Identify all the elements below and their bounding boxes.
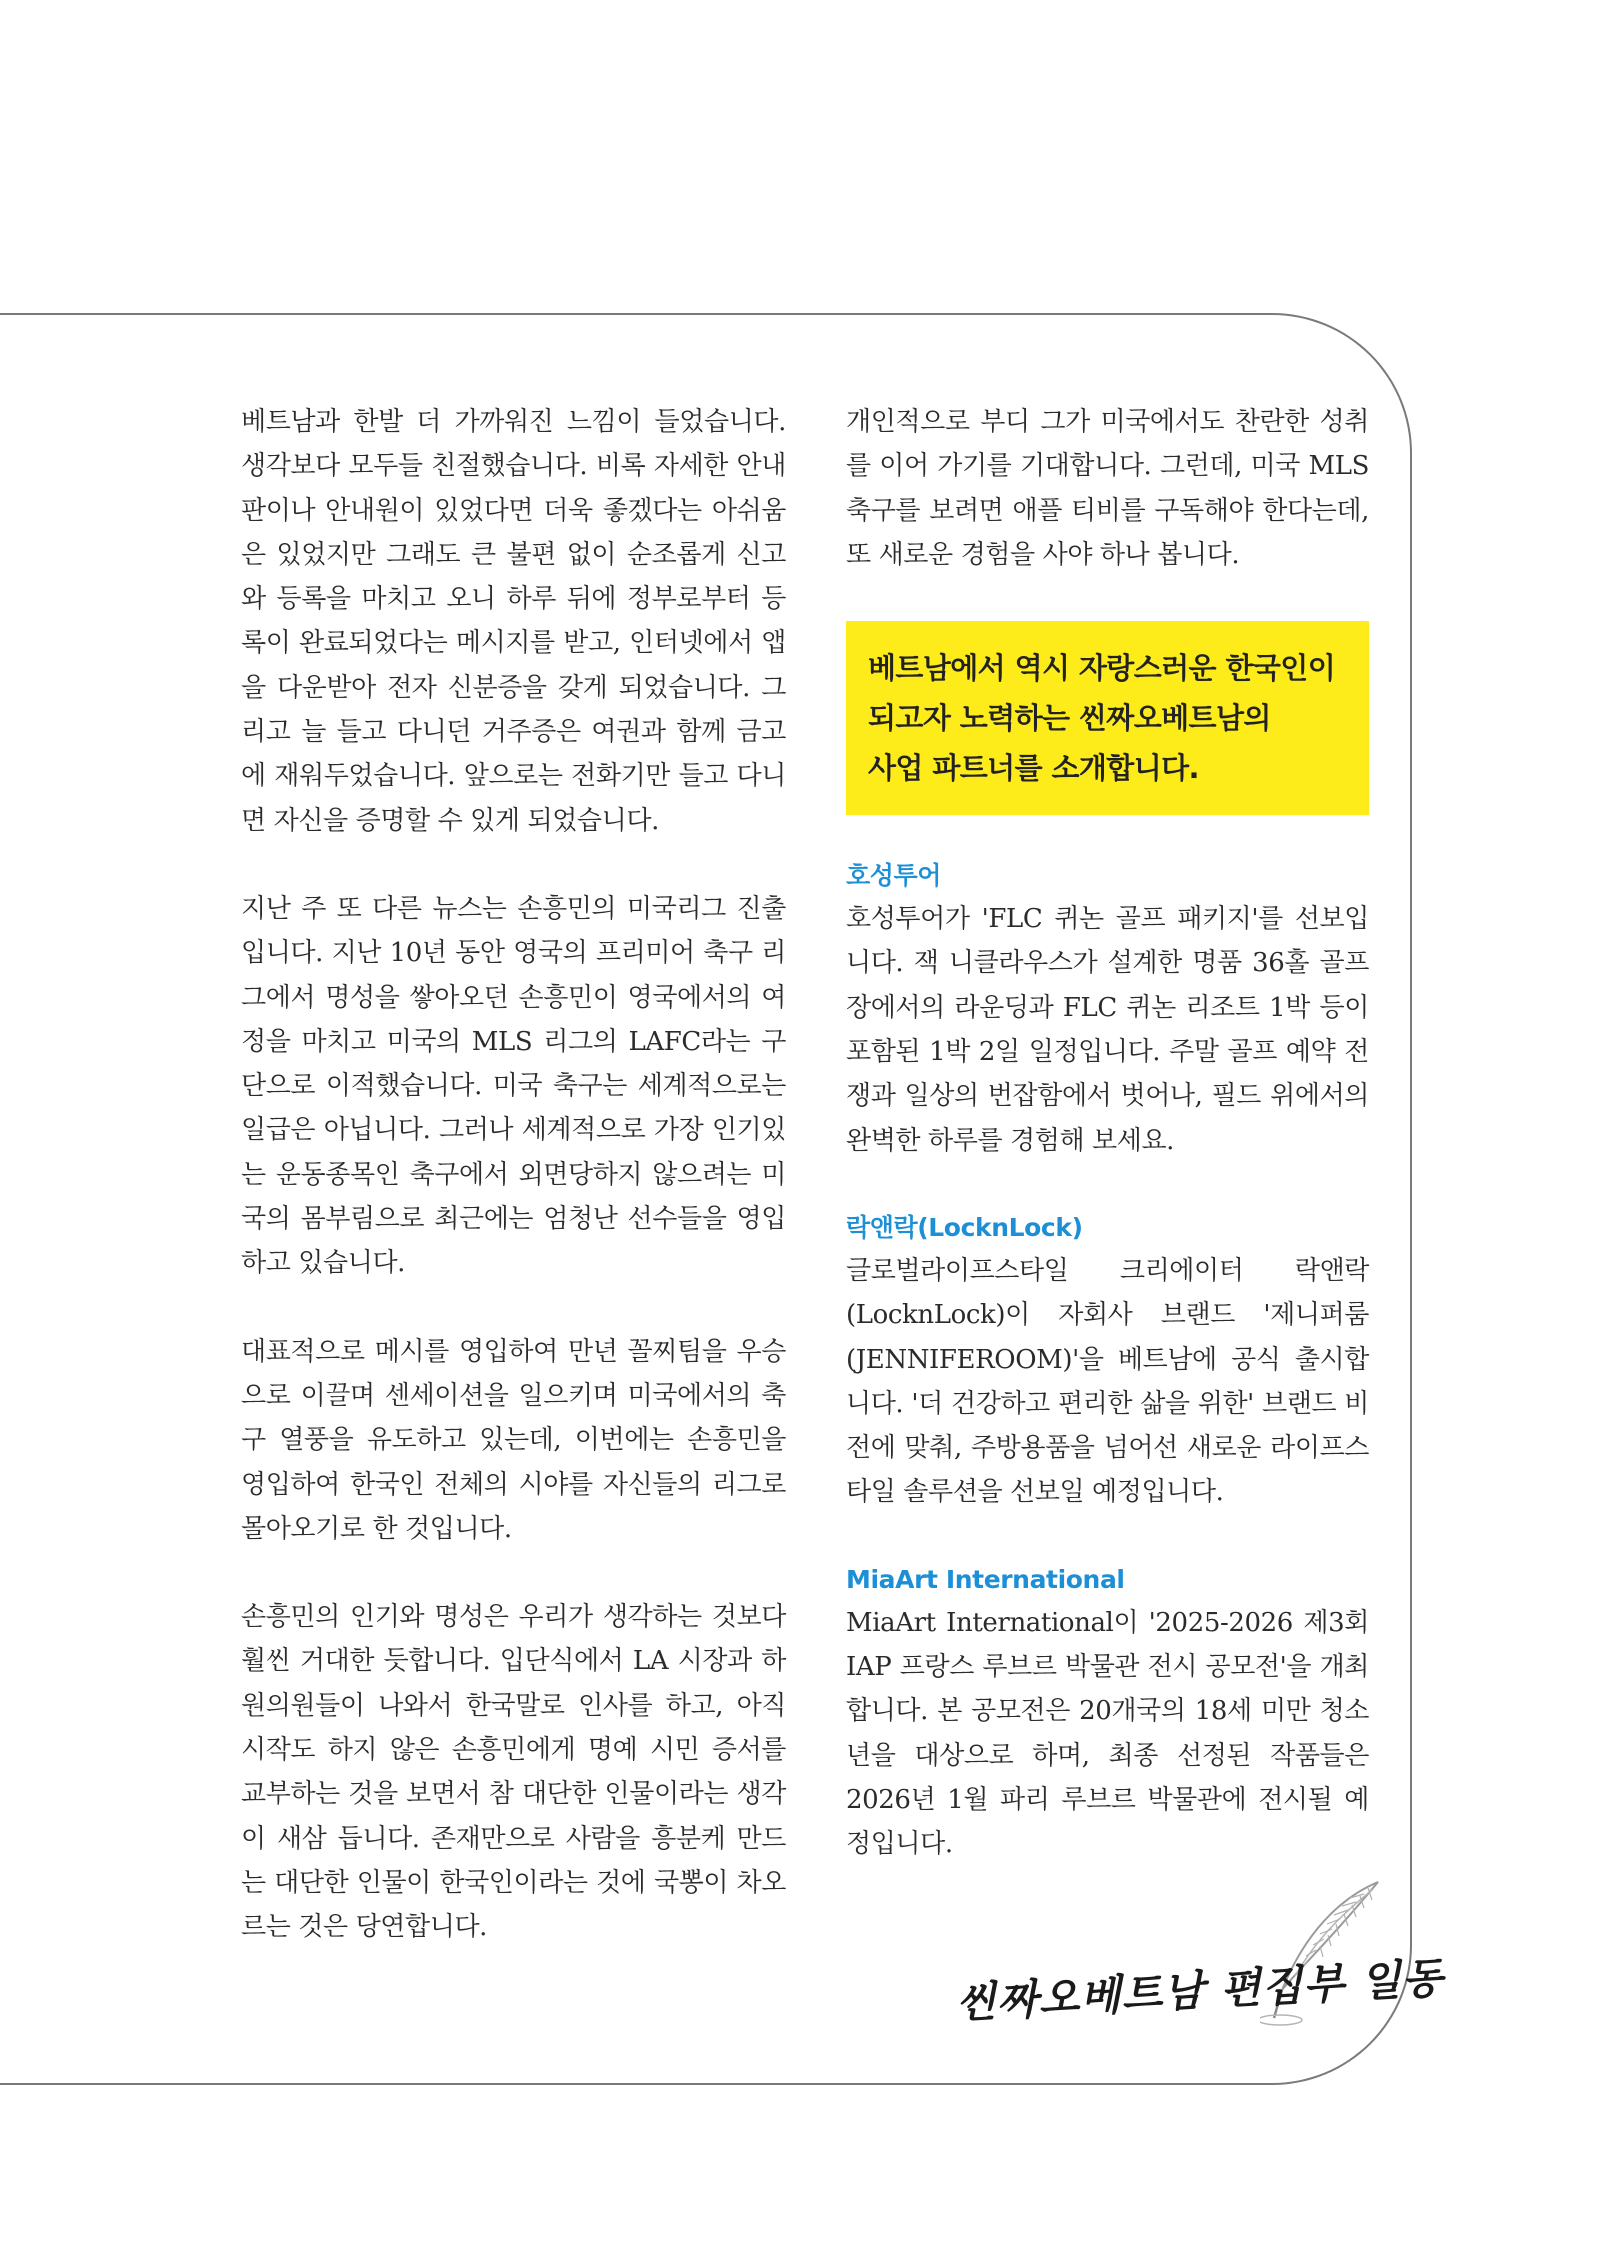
paragraph: 지난 주 또 다른 뉴스는 손흥민의 미국리그 진출입니다. 지난 10년 동안 영국의 프리미어 축구 리그에서 명성을 쌓아오던 손흥민이 영국에서의 여정을 마치고 미국의 MLS 리그의 LAFC라는 구단으로 이적했습니다. 미국 축구는 세계적으로는 일급은 아닙니다. 그러나 세계적으로 가장 인기있는 운동종목인 축구에서 외면당하지 않으려는 미국의 몸부림으로 최근에는 엄청난 선수들을 영입하고 있습니다.: [241, 893, 786, 1279]
signature-text: 씬짜오베트남 편집부 일동: [954, 1953, 1445, 2028]
section-body: MiaArt International이 '2025-2026 제3회 IAP 프랑스 루브르 박물관 전시 공모전'을 개최합니다. 본 공모전은 20개국의 18세 미만 청소년을 대상으로 하며, 최종 선정된 작품들은 2026년 1월 파리 루브르 박물관에 전시될 예정입니다.: [846, 1607, 1369, 1860]
paragraph: 손흥민의 인기와 명성은 우리가 생각하는 것보다 훨씬 거대한 듯합니다. 입단식에서 LA 시장과 하원의원들이 나와서 한국말로 인사를 하고, 아직 시작도 하지 않은 손흥민에게 명예 시민 증서를 교부하는 것을 보면서 참 대단한 인물이라는 생각이 새삼 듭니다. 존재만으로 사람을 흥분케 만드는 대단한 인물이 한국인이라는 것에 국뽕이 차오르는 것은 당연합니다.: [241, 1602, 786, 1943]
section-body: 호성투어가 'FLC 퀴논 골프 패키지'를 선보입니다. 잭 니클라우스가 설계한 명품 36홀 골프장에서의 라운딩과 FLC 퀴논 리조트 1박 등이 포함된 1박 2일 일정입니다. 주말 골프 예약 전쟁과 일상의 번잡함에서 벗어나, 필드 위에서의 완벽한 하루를 경험해 보세요.: [846, 904, 1369, 1156]
left-column: [241, 400, 786, 1994]
callout-line: 되고자 노력하는 씬짜오베트남의: [868, 701, 1271, 736]
callout-line: 베트남에서 역시 자랑스러운 한국인이: [868, 651, 1336, 686]
section-title: 락앤락(LocknLock): [846, 1212, 1083, 1242]
callout-box: [846, 621, 1369, 815]
paragraph: 대표적으로 메시를 영입하여 만년 꼴찌팀을 우승으로 이끌며 센세이션을 일으키며 미국에서의 축구 열풍을 유도하고 있는데, 이번에는 손흥민을 영입하여 한국인 전체의 시야를 자신들의 리그로 몰아오기로 한 것입니다.: [241, 1336, 786, 1544]
intro-paragraph: 개인적으로 부디 그가 미국에서도 찬란한 성취를 이어 가기를 기대합니다. 그런데, 미국 MLS 축구를 보려면 애플 티비를 구독해야 한다는데, 또 새로운 경험을 사야 하나 봅니다.: [846, 407, 1369, 570]
partner-section-hosung: [846, 855, 1369, 1163]
signature: [954, 1953, 1445, 2048]
right-column: [846, 400, 1369, 1911]
section-title: 호성투어: [846, 861, 942, 891]
section-title: MiaArt International: [846, 1564, 1125, 1594]
partner-section-locknlock: [846, 1207, 1369, 1515]
paragraph: 베트남과 한발 더 가까워진 느낌이 들었습니다. 생각보다 모두들 친절했습니다. 비록 자세한 안내판이나 안내원이 있었다면 더욱 좋겠다는 아쉬움은 있었지만 그래도 큰 불편 없이 순조롭게 신고와 등록을 마치고 오니 하루 뒤에 정부로부터 등록이 완료되었다는 메시지를 받고, 인터넷에서 앱을 다운받아 전자 신분증을 갖게 되었습니다. 그리고 늘 들고 다니던 거주증은 여권과 함께 금고에 재워두었습니다. 앞으로는 전화기만 들고 다니면 자신을 증명할 수 있게 되었습니다.: [241, 407, 786, 836]
partner-section-miaart: [846, 1559, 1369, 1867]
callout-line: 사업 파트너를 소개합니다.: [868, 751, 1199, 786]
section-body: 글로벌라이프스타일 크리에이터 락앤락(LocknLock)이 자회사 브랜드 '제니퍼룸(JENNIFEROOM)'을 베트남에 공식 출시합니다. '더 건강하고 편리한 삶을 위한' 브랜드 비전에 맞춰, 주방용품을 넘어선 새로운 라이프스타일 솔루션을 선보일 예정입니다.: [846, 1255, 1369, 1508]
